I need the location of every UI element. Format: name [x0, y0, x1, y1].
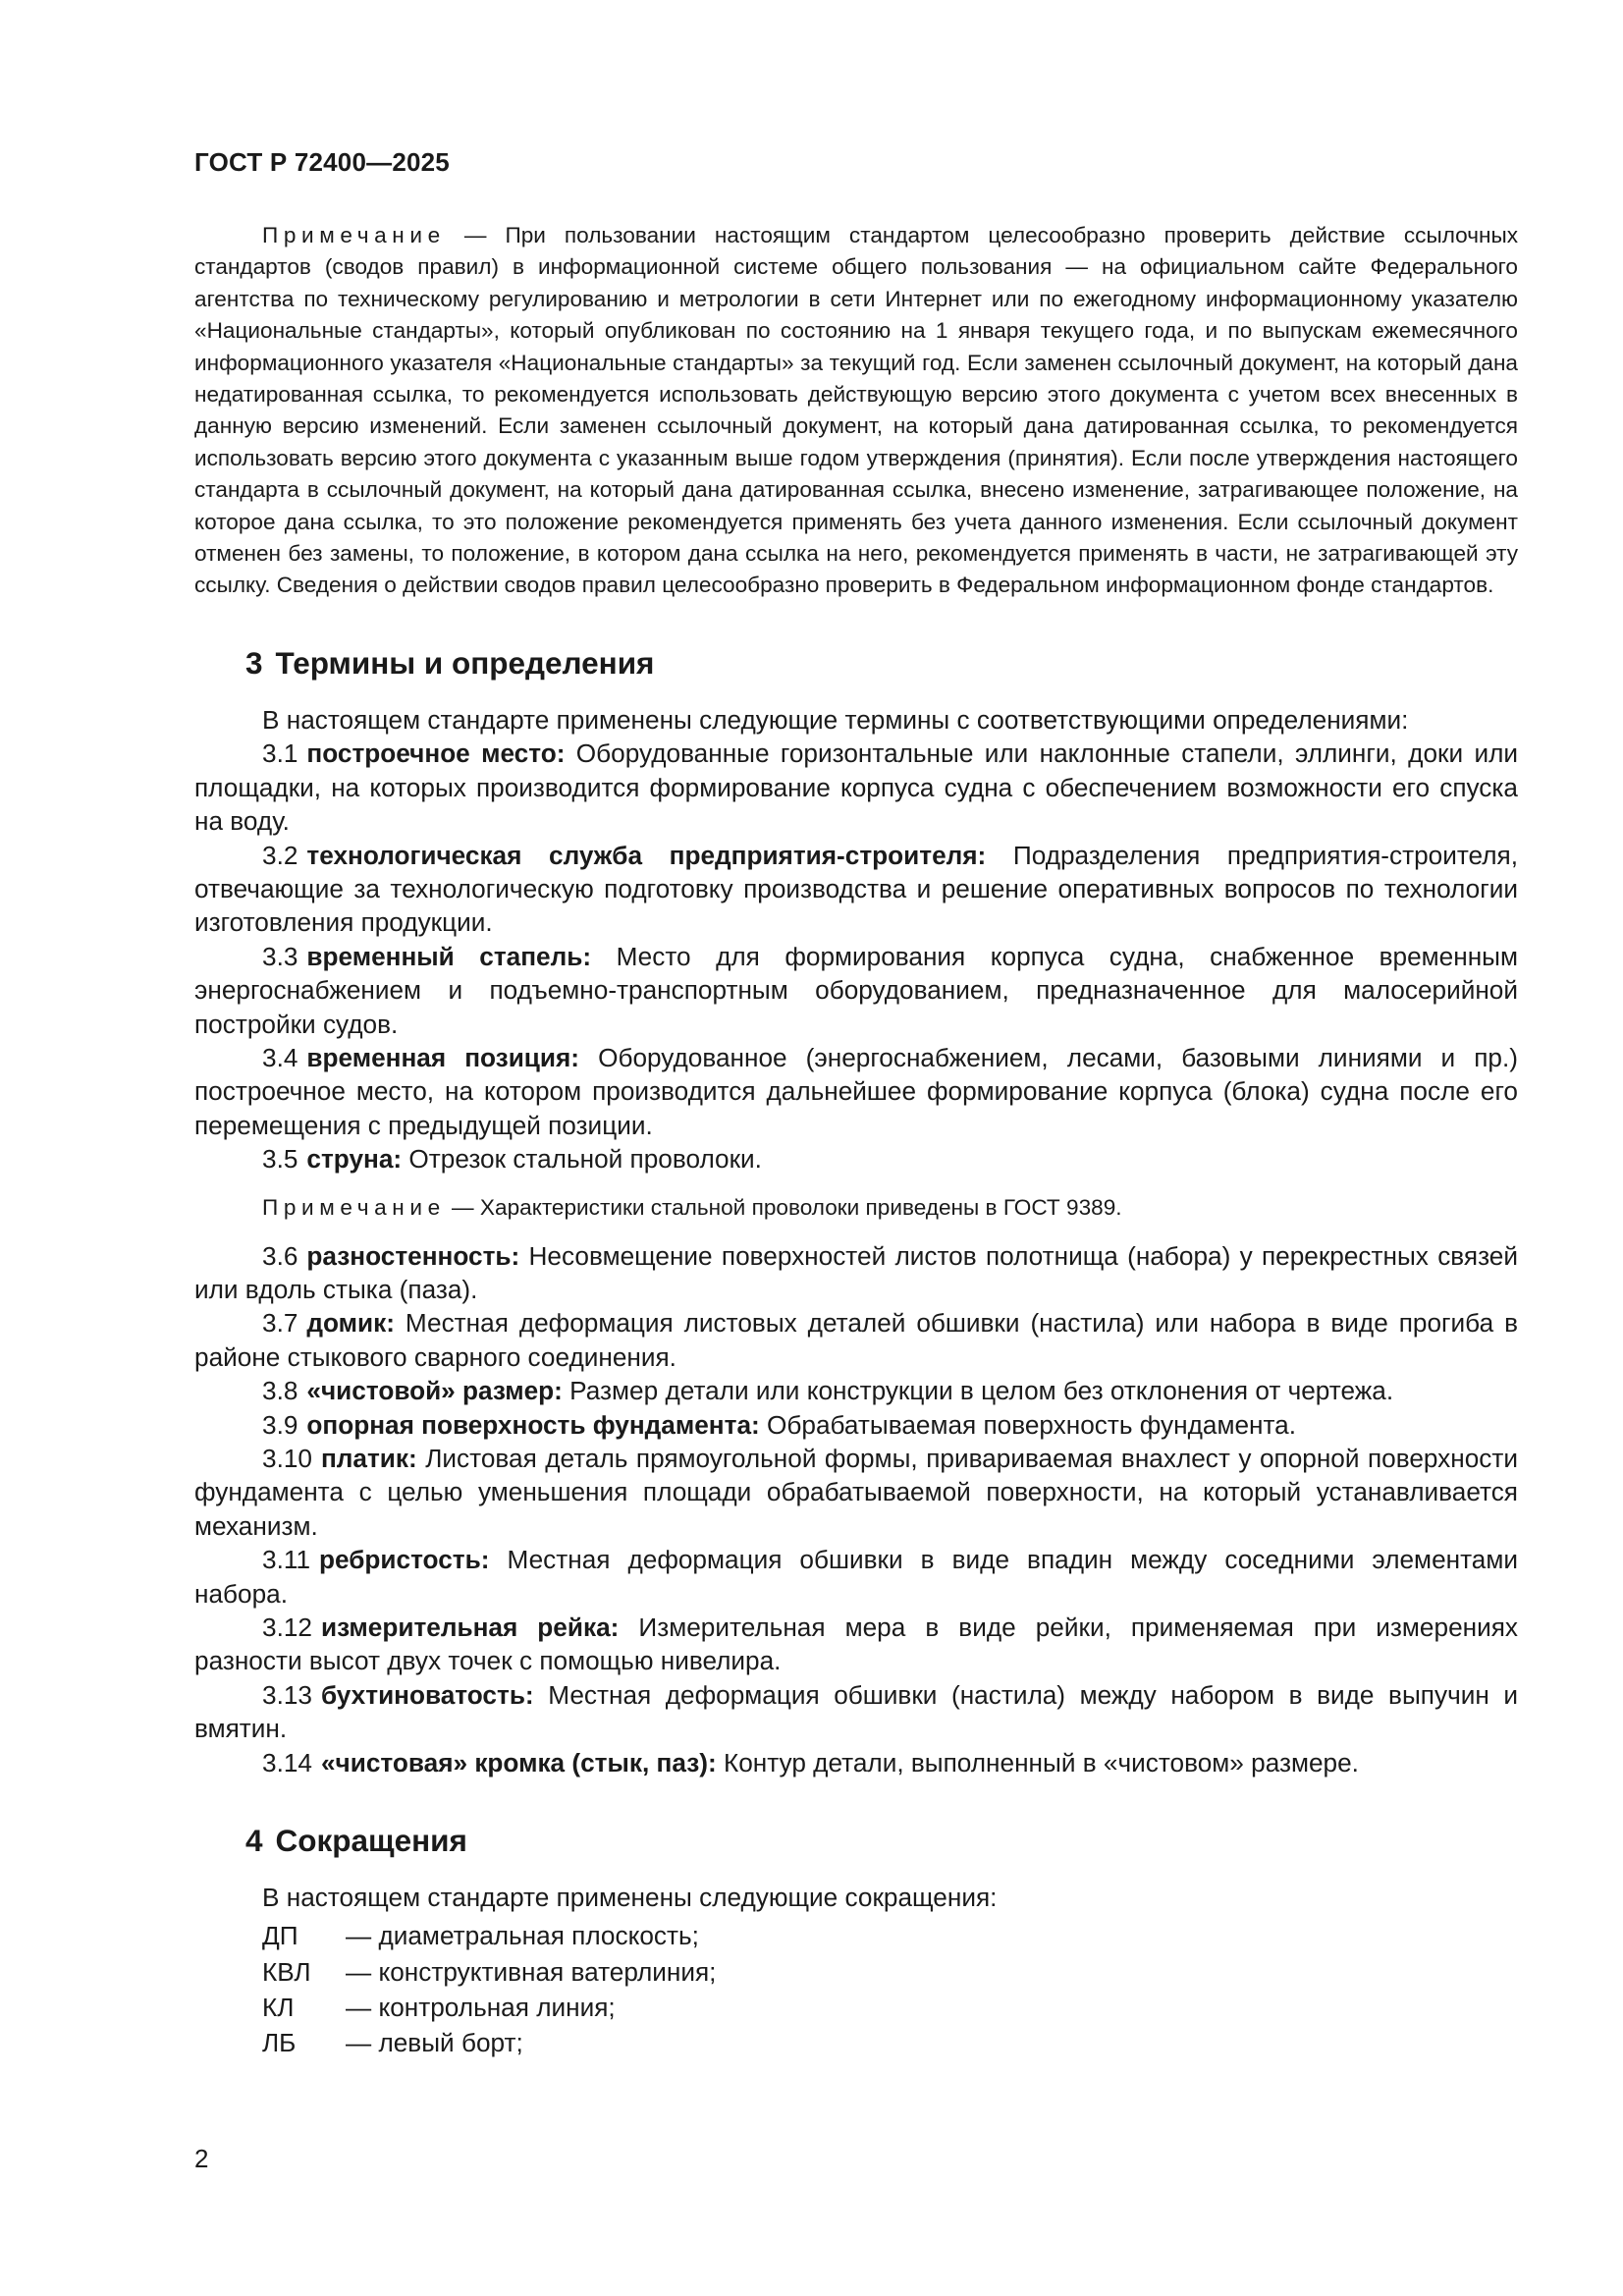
term-item — [194, 1306, 1518, 1374]
page-number: 2 — [194, 2144, 209, 2173]
term-number: 3.1 — [262, 738, 298, 769]
term-definition: Обрабатываемая поверхность фундамента. — [759, 1409, 1297, 1440]
term-name: струна: — [306, 1144, 403, 1175]
term-definition: Местная деформация обшивки в виде впадин между соседними элементами набора. — [194, 1545, 1518, 1609]
term-number: 3.6 — [262, 1240, 298, 1271]
abbreviation-item — [194, 2025, 1518, 2060]
term-definition: Несовмещение поверхностей листов полотнища (набора) у перекрестных связей или вдоль стыка (паза). — [194, 1240, 1518, 1304]
term-number: 3.11 — [262, 1545, 311, 1575]
term-definition: Контур детали, выполненный в «чистовом» размере. — [716, 1747, 1359, 1777]
terms-list-continued — [194, 1239, 1518, 1780]
section-3-heading — [194, 643, 1518, 683]
term-number: 3.7 — [262, 1308, 298, 1339]
section-4-heading — [194, 1821, 1518, 1860]
term-number: 3.13 — [262, 1679, 312, 1710]
abbreviation-item — [194, 1990, 1518, 2025]
note-text: — Характеристики стальной проволоки приведены в ГОСТ 9389. — [445, 1194, 1122, 1220]
note-label: Примечание — [262, 1194, 446, 1220]
term-name: построечное место: — [306, 738, 566, 769]
section-title: Сокращения — [275, 1823, 467, 1859]
section-number: 3 — [245, 644, 263, 681]
term-item — [194, 737, 1518, 838]
term-name: платик: — [320, 1444, 417, 1473]
abbreviations-list — [194, 1918, 1518, 2060]
term-number: 3.12 — [262, 1613, 312, 1643]
term-item — [194, 1408, 1518, 1442]
abbreviation-definition: — левый борт; — [346, 2028, 523, 2058]
term-item — [194, 1611, 1518, 1678]
term-item — [194, 1041, 1518, 1142]
term-name: «чистовой» размер: — [306, 1376, 563, 1406]
abbreviation-code: ДП — [262, 1921, 298, 1951]
term-item — [194, 1678, 1518, 1746]
term-number: 3.3 — [262, 941, 298, 971]
term-name: временная позиция: — [306, 1042, 579, 1072]
reference-note — [194, 220, 1518, 602]
term-name: ребристость: — [319, 1545, 490, 1575]
term-item — [194, 1239, 1518, 1307]
section-number: 4 — [245, 1823, 263, 1859]
term-definition: Место для формирования корпуса судна, снабженное временным энергоснабжением и подъемно-транспортным оборудованием, предназначенное для малосерийной постройки судов. — [194, 941, 1519, 1039]
terms-list — [194, 737, 1518, 1175]
term-definition: Оборудованные горизонтальные или наклонные стапели, эллинги, доки или площадки, на которых производится формирование корпуса судна с обеспечением возможности его спуска на воду. — [194, 738, 1518, 837]
term-definition: Измерительная мера в виде рейки, применяемая при измерениях разности высот двух точек с помощью нивелира. — [194, 1613, 1518, 1676]
page-content — [194, 220, 1518, 2060]
term-definition: Подразделения предприятия-строителя, отвечающие за технологическую подготовку производства и решение оперативных вопросов по технологии изготовления продукции. — [194, 840, 1518, 938]
abbreviation-definition: — контрольная линия; — [346, 1992, 616, 2022]
section-title: Термины и определения — [275, 644, 655, 681]
term-number: 3.14 — [262, 1747, 312, 1777]
abbreviation-code: КВЛ — [262, 1956, 311, 1987]
section-4-intro: В настоящем стандарте применены следующие сокращения: — [262, 1883, 998, 1913]
abbreviation-definition: — конструктивная ватерлиния; — [346, 1956, 717, 1987]
term-definition: Местная деформация листовых деталей обшивки (настила) или набора в виде прогиба в районе стыкового сварного соединения. — [194, 1308, 1518, 1372]
term-number: 3.2 — [262, 840, 298, 870]
term-name: бухтиноватость: — [320, 1679, 534, 1710]
term-name: «чистовая» кромка (стык, паз): — [320, 1747, 717, 1777]
term-name: измерительная рейка: — [320, 1613, 620, 1643]
term-name: опорная поверхность фундамента: — [306, 1409, 760, 1440]
term-name: разностенность: — [306, 1240, 520, 1271]
term-item — [194, 940, 1518, 1041]
term-item — [194, 1746, 1518, 1779]
note-label: Примечание — [262, 223, 446, 247]
document-code-header: ГОСТ Р 72400—2025 — [194, 147, 450, 177]
term-name: домик: — [306, 1308, 395, 1339]
term-number: 3.9 — [262, 1409, 298, 1440]
term-name: технологическая служба предприятия-строителя: — [306, 840, 987, 870]
term-definition: Размер детали или конструкции в целом без отклонения от чертежа. — [562, 1376, 1394, 1406]
term-number: 3.5 — [262, 1144, 298, 1175]
abbreviation-item — [194, 1954, 1518, 1990]
term-number: 3.10 — [262, 1444, 312, 1473]
term-name: временный стапель: — [306, 941, 592, 971]
note-text: — При пользовании настоящим стандартом целесообразно проверить действие ссылочных стандартов (сводов правил) в информационной системе общего пользования — на официальном сайте Федерального агентства по техническому регулированию и метрологии в сети Интернет или по ежегодному информационному указателю «Национальные стандарты», который опубликован по состоянию на 1 января текущего года, и по выпускам ежемесячного информационного указателя «Национальные стандарты» за текущий год. Если заменен ссылочный документ, на который дана недатированная ссылка, то рекомендуется использовать действующую версию этого документа с учетом всех внесенных в данную версию изменений. Если заменен ссылочный документ, на который дана датированная ссылка, то рекомендуется использовать версию этого документа с указанным выше годом утверждения (принятия). Если после утверждения настоящего стандарта в ссылочный документ, на который дана датированная ссылка, внесено изменение, затрагивающее положение, на которое дана ссылка, то это положение рекомендуется применять без учета данного изменения. Если ссылочный документ отменен без замены, то положение, в котором дана ссылка на него, рекомендуется применять в части, не затрагивающей эту ссылку. Сведения о действии сводов правил целесообразно проверить в Федеральном информационном фонде стандартов. — [194, 223, 1518, 598]
term-item — [194, 1142, 1518, 1175]
abbreviation-item — [194, 1918, 1518, 1953]
term-definition: Оборудованное (энергоснабжением, лесами, базовыми линиями и пр.) построечное место, на котором производится дальнейшее формирование корпуса (блока) судна после его перемещения с предыдущей позиции. — [194, 1042, 1518, 1140]
section-3-intro: В настоящем стандарте применены следующие термины с соответствующими определениями: — [262, 704, 1409, 735]
term-item — [194, 839, 1518, 940]
term-definition: Отрезок стальной проволоки. — [402, 1144, 762, 1175]
term-number: 3.4 — [262, 1042, 298, 1072]
term-number: 3.8 — [262, 1376, 298, 1406]
term-item — [194, 1442, 1518, 1543]
abbreviation-code: КЛ — [262, 1992, 295, 2022]
term-item — [194, 1374, 1518, 1407]
abbreviation-definition: — диаметральная плоскость; — [346, 1921, 699, 1951]
term-definition: Листовая деталь прямоугольной формы, привариваемая внахлест у опорной поверхности фундамента с целью уменьшения площади обрабатываемой поверхности, на который устанавливается механизм. — [194, 1444, 1518, 1541]
term-definition: Местная деформация обшивки (настила) между набором в виде выпучин и вмятин. — [194, 1679, 1518, 1744]
abbreviation-code: ЛБ — [262, 2028, 297, 2058]
term-item — [194, 1543, 1518, 1611]
term-note — [194, 1192, 1518, 1224]
